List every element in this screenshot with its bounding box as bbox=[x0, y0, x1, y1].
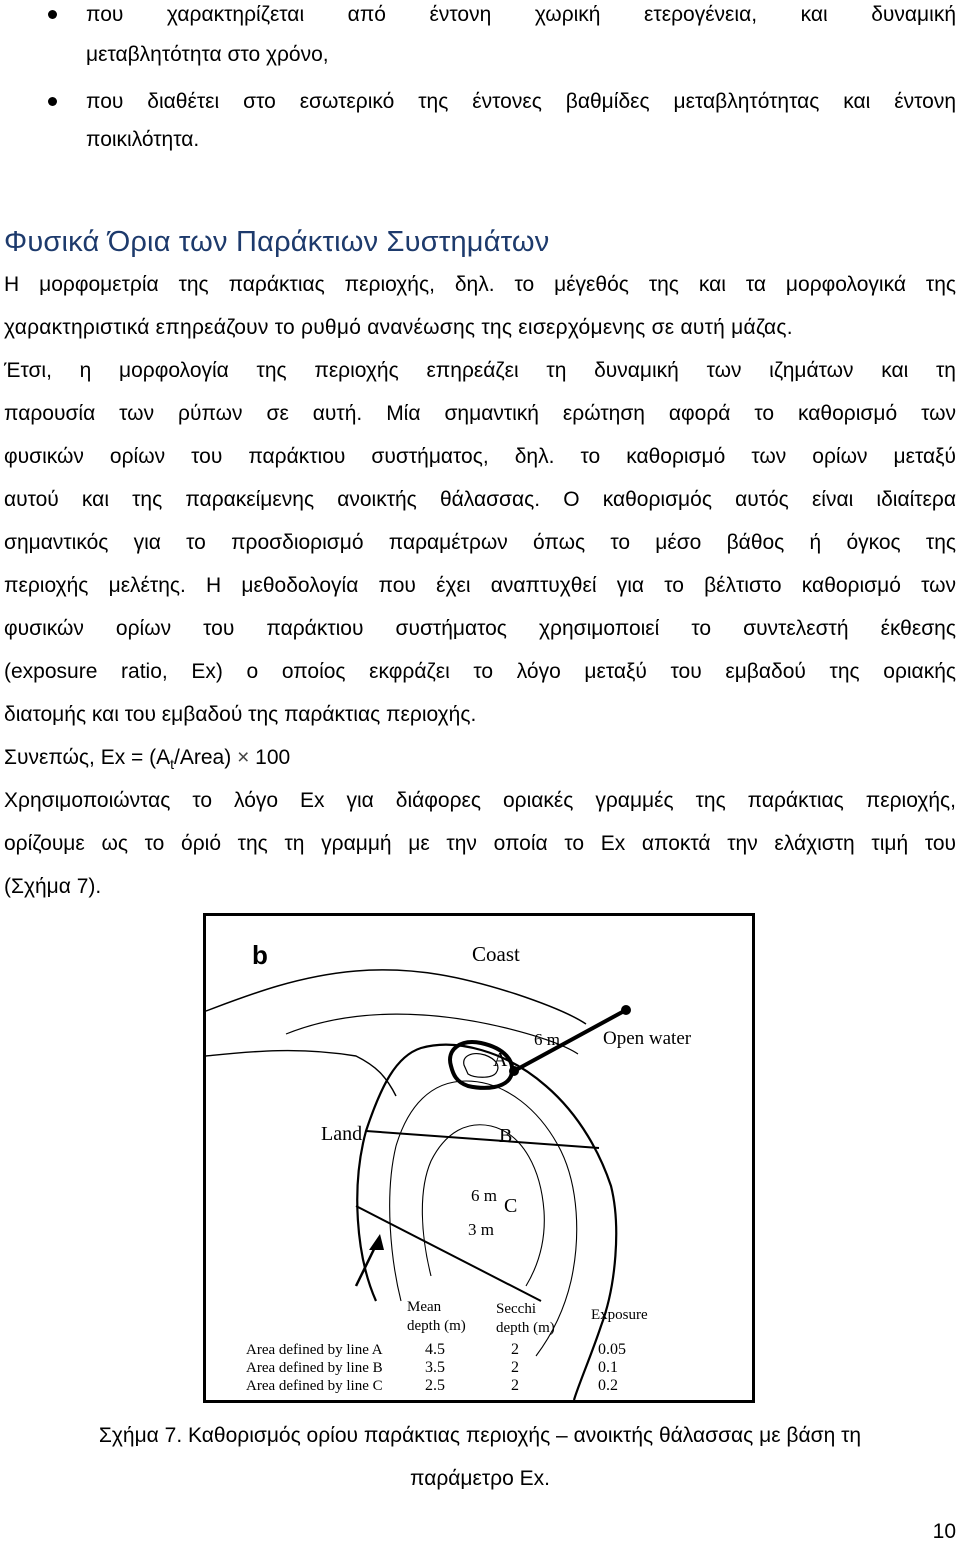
row-mean: 4.5 bbox=[425, 1341, 445, 1358]
paragraph-line: Η μορφομετρία της παράκτιας περιοχής, δηλ. το μέγεθός της και τα μορφολογικά της bbox=[4, 273, 956, 296]
label-c: C bbox=[504, 1195, 518, 1217]
row-secchi: 2 bbox=[511, 1341, 519, 1358]
arrow-head bbox=[369, 1234, 384, 1250]
line-a-end bbox=[621, 1005, 631, 1015]
paragraph-line: Χρησιμοποιώντας το λόγο Ex για διάφορες οριακές γραμμές της παράκτιας περιοχής, bbox=[4, 789, 956, 812]
section-heading: Φυσικά Όρια των Παράκτιων Συστημάτων bbox=[4, 226, 550, 258]
bullet-line: που χαρακτηρίζεται από έντονη χωρική ετερογένεια, και δυναμική bbox=[86, 3, 956, 26]
header-secchi: Secchi bbox=[496, 1301, 536, 1317]
figure-caption-line: παράμετρο Ex. bbox=[410, 1467, 550, 1490]
coastline bbox=[206, 970, 586, 1024]
formula-prefix: Συνεπώς, Ex = (A bbox=[4, 746, 171, 769]
paragraph-line: φυσικών ορίων του παράκτιου συστήματος, δηλ. το καθορισμό των ορίων μεταξύ bbox=[4, 445, 956, 468]
row-label: Area defined by line A bbox=[246, 1342, 383, 1358]
coast-label: Coast bbox=[472, 942, 520, 966]
formula-line bbox=[4, 745, 956, 777]
row-mean: 2.5 bbox=[425, 1377, 445, 1394]
row-label: Area defined by line C bbox=[246, 1378, 383, 1394]
row-mean: 3.5 bbox=[425, 1359, 445, 1376]
paragraph-line: (exposure ratio, Ex) ο οποίος εκφράζει το λόγο μεταξύ του εμβαδού της οριακής bbox=[4, 660, 956, 683]
depth-label-3m: 3 m bbox=[468, 1220, 494, 1239]
paragraph-line: διατομής και του εμβαδού της παράκτιας περιοχής. bbox=[4, 703, 477, 726]
paragraph-line: Έτσι, η μορφολογία της περιοχής επηρεάζει τη δυναμική των ιζημάτων και τη bbox=[4, 359, 956, 382]
header-mean: Mean bbox=[407, 1299, 442, 1315]
header-mean-depth: depth (m) bbox=[407, 1318, 466, 1334]
figure-caption-line: Σχήμα 7. Καθορισμός ορίου παράκτιας περιοχής – ανοικτής θάλασσας με βάση τη bbox=[98, 1424, 862, 1447]
line-c bbox=[356, 1206, 541, 1301]
times-sign: × bbox=[237, 746, 250, 769]
page-number: 10 bbox=[932, 1520, 956, 1543]
bullet-dot bbox=[48, 10, 57, 19]
formula-middle: /Area) bbox=[174, 746, 238, 769]
formula-suffix: 100 bbox=[249, 746, 291, 769]
line-a-end bbox=[509, 1066, 519, 1076]
panel-label: b bbox=[252, 940, 268, 970]
depth-label-6m: 6 m bbox=[534, 1030, 560, 1049]
depth-contour-3m bbox=[422, 1125, 544, 1286]
bullet-line: ποικιλότητα. bbox=[86, 128, 200, 151]
row-secchi: 2 bbox=[511, 1359, 519, 1376]
header-secchi-depth: depth (m) bbox=[496, 1320, 555, 1336]
land-edge bbox=[206, 1051, 396, 1096]
row-secchi: 2 bbox=[511, 1377, 519, 1394]
paragraph-line: περιοχής μελέτης. Η μεθοδολογία που έχει αναπτυχθεί για το βέλτιστο καθορισμό των bbox=[4, 574, 956, 597]
paragraph-line: αυτού και της παρακείμενης ανοικτής θάλασσας. Ο καθορισμός αυτός είναι ιδιαίτερα bbox=[4, 488, 956, 511]
row-exposure: 0.1 bbox=[598, 1359, 618, 1376]
row-exposure: 0.2 bbox=[598, 1377, 618, 1394]
paragraph-line: παρουσία των ρύπων σε αυτή. Μία σημαντική ερώτηση αφορά το καθορισμό των bbox=[4, 402, 956, 425]
depth-label-inner-6m: 6 m bbox=[471, 1186, 497, 1205]
bullet-line: που διαθέτει στο εσωτερικό της έντονες βαθμίδες μεταβλητότητας και έντονη bbox=[86, 90, 956, 113]
paragraph-line: (Σχήμα 7). bbox=[4, 875, 102, 898]
formula-subscript: t bbox=[170, 756, 175, 773]
paragraph-line: φυσικών ορίων του παράκτιου συστήματος χρησιμοποιεί το συντελεστή έκθεσης bbox=[4, 617, 956, 640]
paragraph-line: σημαντικός για το προσδιορισμό παραμέτρων όπως το μέσο βάθος ή όγκος της bbox=[4, 531, 956, 554]
header-exposure: Exposure bbox=[591, 1307, 648, 1323]
open-water-label: Open water bbox=[603, 1028, 692, 1049]
label-a: A bbox=[493, 1049, 508, 1071]
line-b bbox=[366, 1131, 599, 1148]
row-label: Area defined by line B bbox=[246, 1360, 383, 1376]
paragraph-line: ορίζουμε ως το όριό της τη γραμμή με την οποία το Ex αποκτά την ελάχιστη τιμή του bbox=[4, 832, 956, 855]
row-exposure: 0.05 bbox=[598, 1341, 626, 1358]
bullet-line: μεταβλητότητα στο χρόνο, bbox=[86, 43, 329, 66]
label-b: B bbox=[499, 1125, 513, 1147]
land-label: Land bbox=[321, 1123, 363, 1145]
bullet-dot bbox=[48, 97, 57, 106]
figure-7 bbox=[203, 913, 755, 1403]
coastal-map-diagram bbox=[206, 916, 752, 1400]
paragraph-line: χαρακτηριστικά επηρεάζουν το ρυθμό ανανέωσης της εισερχόμενης σε αυτή μάζας. bbox=[4, 316, 793, 339]
